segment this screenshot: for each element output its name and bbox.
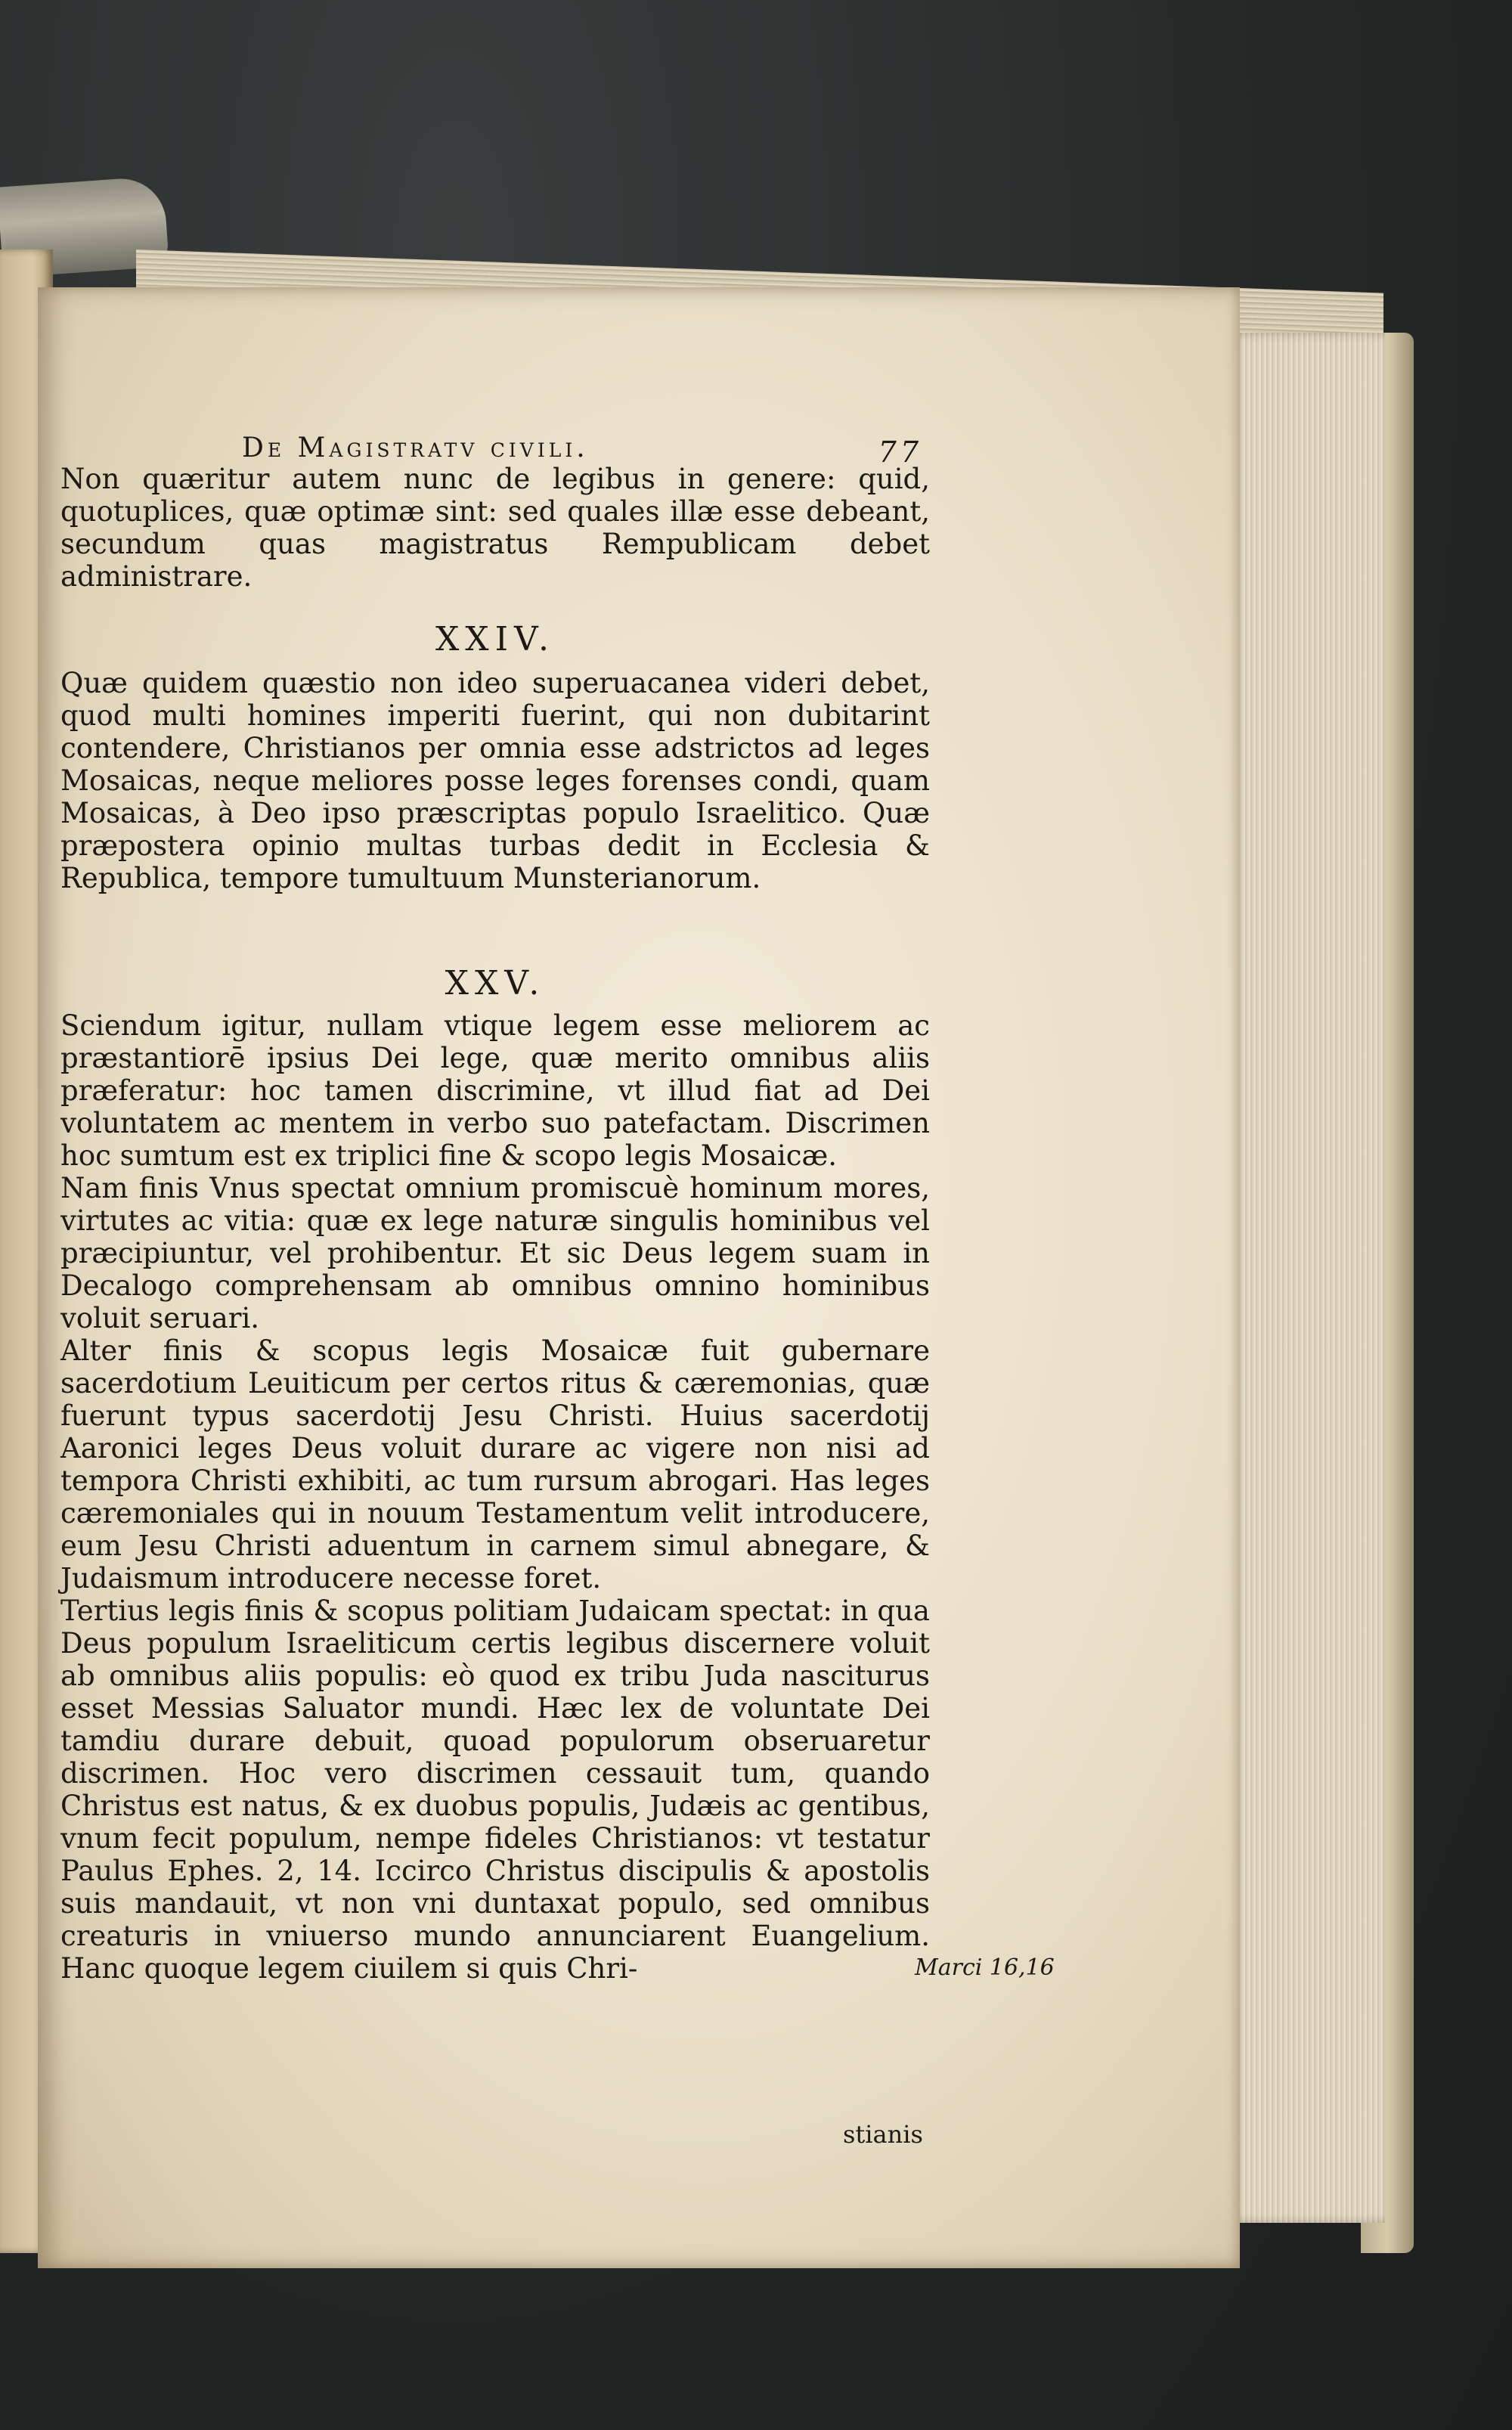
section-xxv-body	[60, 1009, 930, 1985]
page-number: 77	[878, 435, 922, 469]
page-block-fore-edge	[1225, 333, 1385, 2223]
intro-block	[60, 463, 930, 593]
section-heading-xxiv	[60, 620, 930, 665]
section-xxiv-body	[60, 667, 930, 894]
header-title: De Magistratv civili.	[242, 432, 589, 463]
catchword: stianis	[843, 2120, 923, 2149]
section-number: XXIV.	[435, 620, 556, 659]
margin-note: Marci 16,16	[915, 1954, 1055, 1981]
section-paragraph: Nam finis Vnus spectat omnium promiscuè hominum mores, virtutes ac vitia: quæ ex lege naturæ singulis hominibus vel præcipiuntur, vel prohibentur. Et sic Deus legem suam in Decalogo comprehensam ab omnibus omnino hominibus voluit seruari.	[60, 1172, 930, 1334]
section-number: XXV.	[445, 964, 546, 1003]
section-paragraph: Alter finis & scopus legis Mosaicæ fuit gubernare sacerdotium Leuiticum per certos ritus & cæremonias, quæ fuerunt typus sacerdotij Jesu Christi. Huius sacerdotij Aaronici leges Deus voluit durare ac vigere non nisi ad tempora Christi exhibiti, ac tum rursum abrogari. Has leges cæremoniales qui in nouum Testamentum velit introducere, eum Jesu Christi aduentum in carnem simul abnegare, & Judaismum introducere necesse foret.	[60, 1334, 930, 1595]
section-paragraph: Quæ quidem quæstio non ideo superuacanea videri debet, quod multi homines imperiti fuerint, qui non dubitarint contendere, Christianos per omnia esse adstrictos ad leges Mosaicas, neque meliores posse leges forenses condi, quam Mosaicas, à Deo ipso præscriptas populo Israelitico. Quæ præpostera opinio multas turbas dedit in Ecclesia & Republica, tempore tumultuum Munsterianorum.	[60, 667, 930, 894]
intro-paragraph: Non quæritur autem nunc de legibus in genere: quid, quotuplices, quæ optimæ sint: sed quales illæ esse debeant, secundum quas magistratus Rempublicam debet administrare.	[60, 463, 930, 593]
section-heading-xxv	[60, 964, 930, 1009]
section-paragraph: Tertius legis finis & scopus politiam Judaicam spectat: in qua Deus populum Israeliticum certis legibus discernere voluit ab omnibus aliis populis: eò quod ex tribu Juda nasciturus esset Messias Saluator mundi. Hæc lex de voluntate Dei tamdiu durare debuit, quoad populorum obseruaretur discrimen. Hoc vero discrimen cessauit tum, quando Christus est natus, & ex duobus populis, Judæis ac gentibus, vnum fecit populum, nempe fideles Christianos: vt testatur Paulus Ephes. 2, 14. Iccirco Christus discipulis & apostolis suis mandauit, vt non vni duntaxat populo, sed omnibus creaturis in vniuerso mundo annunciarent Euangelium. Hanc quoque legem ciuilem si quis Chri-	[60, 1595, 930, 1985]
section-paragraph: Sciendum igitur, nullam vtique legem esse meliorem ac præstantiorē ipsius Dei lege, quæ merito omnibus aliis præferatur: hoc tamen discrimine, vt illud fiat ad Dei voluntatem ac mentem in verbo suo patefactam. Discrimen hoc sumtum est ex triplici fine & scopo legis Mosaicæ.	[60, 1009, 930, 1172]
